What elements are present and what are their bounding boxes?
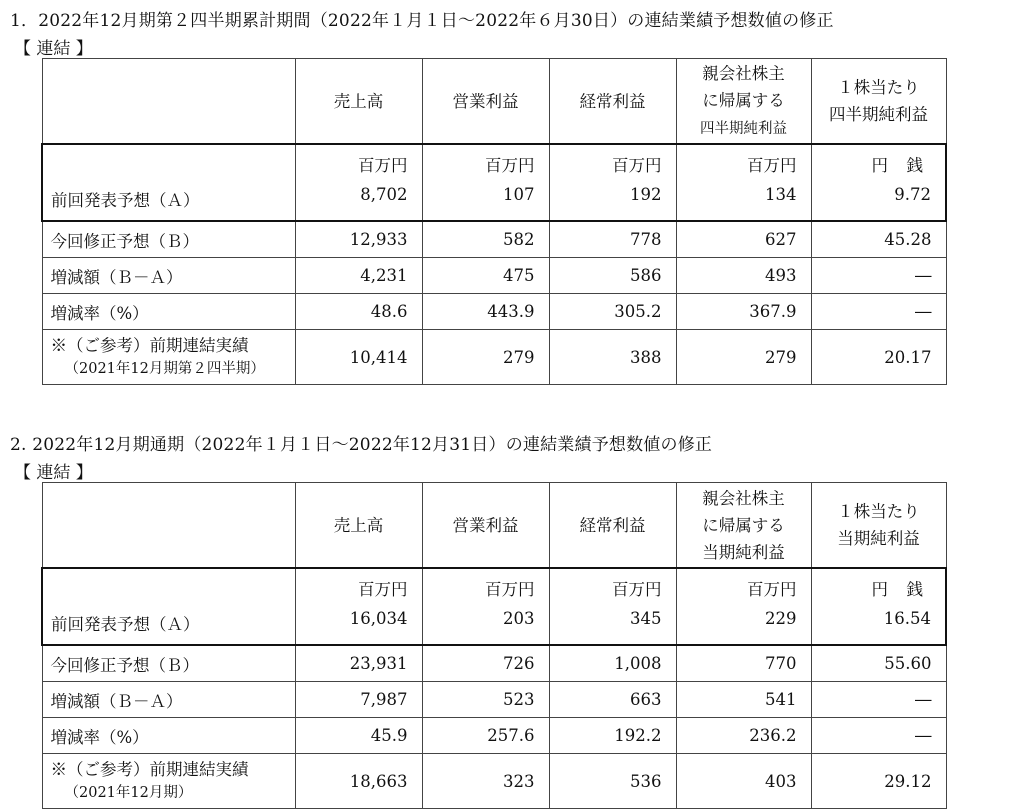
header-row [42, 483, 946, 569]
table-row-change-amount: 増減額（Ｂ－Ａ） 7,987 523 663 541 ― [42, 682, 946, 718]
cell-net: 百万円 134 [676, 144, 811, 221]
header-blank [42, 483, 295, 569]
row-label: 前回発表予想（Ａ） [42, 568, 295, 645]
cell-operating: 百万円 107 [422, 144, 549, 221]
header-ordinary-income: 経常利益 [549, 59, 676, 145]
cell-eps: 円 銭 9.72 [811, 144, 946, 221]
header-sales: 売上高 [295, 59, 422, 145]
table-row-prior-results: ※（ご参考）前期連結実績 （2021年12月期第２四半期） 10,414 279 388 279 20.17 [42, 330, 946, 385]
table-row-revised-forecast: 今回修正予想（Ｂ） 12,933 582 778 627 45.28 [42, 221, 946, 258]
header-blank [42, 59, 295, 145]
row-label: 前回発表予想（Ａ） [42, 144, 295, 221]
cell-net: 百万円 229 [676, 568, 811, 645]
cell-sales: 百万円 8,702 [295, 144, 422, 221]
header-eps: １株当たり 四半期純利益 [811, 59, 946, 145]
cell-operating: 百万円 203 [422, 568, 549, 645]
forecast-table [41, 482, 947, 809]
header-net-income: 親会社株主 に帰属する 当期純利益 [676, 483, 811, 569]
cell-ordinary: 百万円 345 [549, 568, 676, 645]
header-sales: 売上高 [295, 483, 422, 569]
table-row-previous-forecast [42, 144, 946, 221]
header-operating-income: 営業利益 [422, 483, 549, 569]
table-row-change-rate: 増減率（%） 48.6 443.9 305.2 367.9 ― [42, 294, 946, 330]
table-row-change-amount: 増減額（Ｂ－Ａ） 4,231 475 586 493 ― [42, 258, 946, 294]
table-row-change-rate: 増減率（%） 45.9 257.6 192.2 236.2 ― [42, 718, 946, 754]
cell-ordinary: 百万円 192 [549, 144, 676, 221]
cell-eps: 円 銭 16.54 [811, 568, 946, 645]
header-operating-income: 営業利益 [422, 59, 549, 145]
forecast-table [41, 58, 947, 385]
scope-label: 【 連結 】 [14, 463, 93, 483]
table-row-prior-results: ※（ご参考）前期連結実績 （2021年12月期） 18,663 323 536 403 29.12 [42, 754, 946, 809]
header-row [42, 59, 946, 145]
header-eps: １株当たり 当期純利益 [811, 483, 946, 569]
scope-label: 【 連結 】 [14, 39, 93, 59]
header-ordinary-income: 経常利益 [549, 483, 676, 569]
section-title: 2. 2022年12月期通期（2022年１月１日～2022年12月31日）の連結業績予想数値の修正 [10, 435, 713, 455]
header-net-income: 親会社株主 に帰属する 四半期純利益 [676, 59, 811, 145]
cell-sales: 百万円 16,034 [295, 568, 422, 645]
section-title: 1．2022年12月期第２四半期累計期間（2022年１月１日～2022年６月30日）の連結業績予想数値の修正 [10, 11, 834, 31]
table-row-previous-forecast [42, 568, 946, 645]
table-row-revised-forecast: 今回修正予想（Ｂ） 23,931 726 1,008 770 55.60 [42, 645, 946, 682]
